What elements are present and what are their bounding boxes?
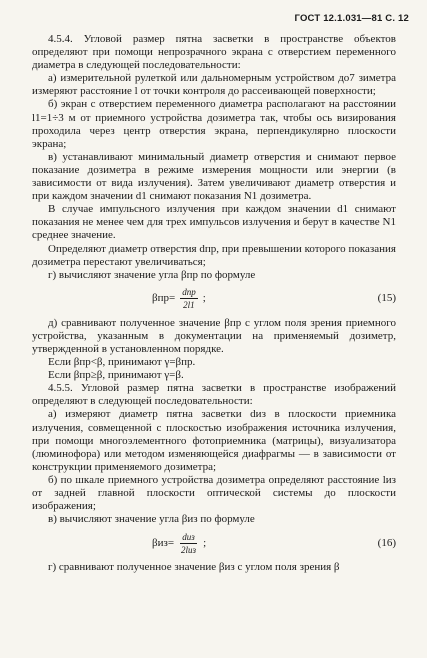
paragraph: Если βпр<β, принимают γ=βпр. [48, 356, 196, 369]
paragraph: Если βпр≥β, принимают γ=β. [48, 369, 184, 382]
formula-lhs: βиз= [152, 536, 175, 549]
fraction [180, 287, 198, 310]
paragraph: Определяют диаметр отверстия dпр, при превышении которого показания дозиметра перестают увеличиваться; [32, 242, 396, 268]
fraction [179, 532, 198, 555]
paragraph: г) сравнивают полученное значение βиз с углом поля зрения β [48, 561, 340, 574]
formula [32, 283, 396, 315]
formula-terminator: ; [202, 292, 206, 305]
fraction-numerator: dиз [182, 531, 195, 542]
fraction-numerator: dпр [182, 287, 196, 298]
paragraph: г) вычисляют значение угла βпр по формуле [48, 268, 256, 281]
fraction-denominator: 2lиз [181, 544, 197, 555]
paragraph: б) по шкале приемного устройства дозиметра определяют расстояние lиз от задней главной плоскости оптической системы до плоскости изображения; [32, 473, 396, 513]
formula-expression [152, 532, 206, 555]
paragraph: в) вычисляют значение угла βиз по формуле [48, 513, 255, 526]
paragraph: В случае импульсного излучения при каждом значении d1 снимают показания не менее чем для трех импульсов излучения и берут в качестве N1 среднее значение. [32, 203, 396, 242]
paragraph: а) измеряют диаметр пятна засветки dиз в плоскости приемника излучения, совмещенной с плоскостью изображения источника излучения, при помощи многоэлементного фотоприемника (матрицы), визуализатора (люминофора) или методом изменяющейся диафрагмы — в зависимости от конструкции применяемого дозиметра; [32, 408, 396, 473]
fraction-denominator: 2l1 [183, 300, 195, 311]
formula-number: (15) [377, 292, 396, 305]
formula-expression [152, 287, 206, 310]
paragraph: 4.5.5. Угловой размер пятна засветки в пространстве изображений определяют в следующей последовательности: [32, 382, 396, 408]
formula-lhs: βпр= [152, 292, 176, 305]
paragraph: 4.5.4. Угловой размер пятна засветки в пространстве объектов определяют при помощи непрозрачного экрана с отверстием переменного диаметра в следующей последовательности: [32, 33, 396, 72]
formula-terminator: ; [203, 536, 207, 549]
document-body [32, 33, 396, 574]
formula-number: (16) [377, 536, 396, 549]
paragraph: д) сравнивают полученное значение βпр с углом поля зрения приемного устройства, указанным в документации на применяемый дозиметр, утвержденной в установленном порядке. [32, 316, 396, 355]
paragraph: а) измерительной рулеткой или дальномерным устройством до7 зиметра измеряют расстояние l от точки контроля до рассеивающей поверхности; [32, 72, 396, 98]
paragraph: в) устанавливают минимальный диаметр отверстия и снимают первое показание дозиметра в режиме измерения мощности или энергии (в зависимости от вида излучения). Затем увеличивают диаметр отверстия и при каждом значении d1 снимают показания N1 дозиметра. [32, 150, 396, 203]
paragraph: б) экран с отверстием переменного диаметра располагают на расстоянии l1=1÷3 м от приемного устройства дозиметра так, чтобы ось визирования проходила через центр отверстия экрана, перпендикулярно плоскости экрана; [32, 98, 396, 150]
formula [32, 527, 396, 559]
page-header: ГОСТ 12.1.031—81 С. 12 [294, 13, 409, 24]
